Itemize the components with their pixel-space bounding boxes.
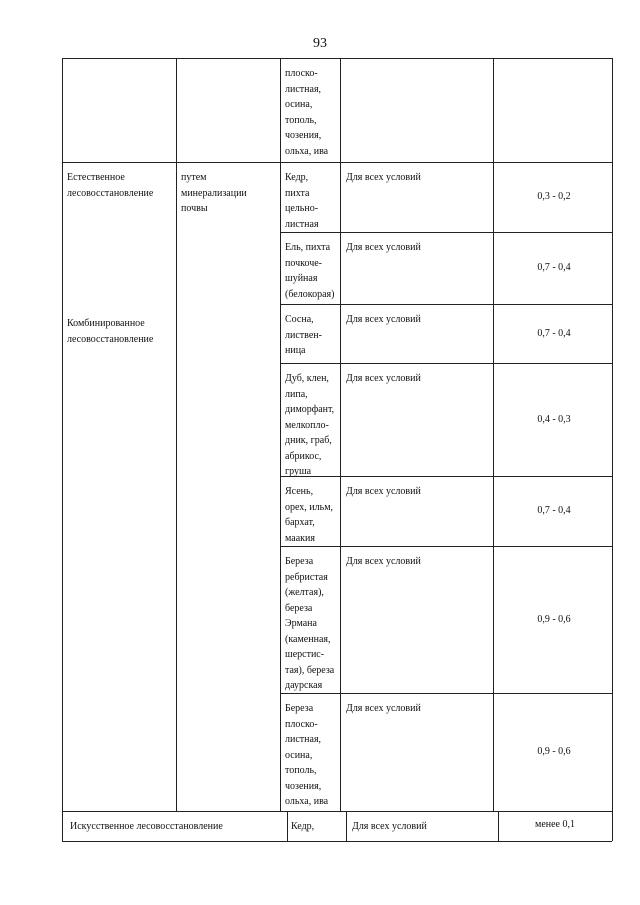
table-border-right — [612, 58, 613, 841]
row-divider — [280, 232, 612, 233]
species-cell: Ель, пихта почкоче- шуйная (белокорая) — [285, 242, 335, 300]
row-divider — [280, 363, 612, 364]
column-divider — [280, 58, 281, 811]
value-cell: 0,7 - 0,4 — [537, 262, 571, 273]
value-cell: 0,7 - 0,4 — [537, 327, 571, 339]
conditions-cell: Для всех условий — [346, 314, 421, 325]
value-cell: 0,9 - 0,6 — [537, 746, 571, 757]
method-cell: Комбинированное лесовосстановление — [67, 318, 154, 345]
species-cell: Кедр, пихта цельно- листная — [285, 172, 319, 230]
value-cell: 0,4 - 0,3 — [537, 413, 571, 425]
table-border-top — [62, 58, 612, 59]
conditions-cell: Для всех условий — [346, 556, 421, 567]
species-cell: Кедр, — [291, 821, 315, 832]
column-divider — [493, 58, 494, 811]
species-cell: Береза плоско- листная, осина, тополь, чозения, ольха, ива — [285, 703, 329, 807]
species-cell: плоско- листная, осина, тополь, чозения, ольха, ива — [285, 68, 329, 157]
row-divider — [62, 162, 612, 163]
column-divider — [287, 811, 288, 841]
species-cell: Дуб, клен, липа, диморфант, мелкопло- дник, граб, абрикос, груша — [285, 373, 335, 477]
column-divider — [176, 58, 177, 811]
column-divider — [346, 811, 347, 841]
value-cell: 0,7 - 0,4 — [537, 505, 571, 516]
value-cell: 0,3 - 0,2 — [537, 191, 571, 202]
conditions-cell: Для всех условий — [346, 703, 421, 714]
conditions-cell: Для всех условий — [352, 821, 427, 832]
species-cell: Ясень, орех, ильм, бархат, маакия — [285, 486, 334, 544]
value-cell: менее 0,1 — [535, 819, 575, 830]
table-border-left — [62, 58, 63, 841]
page-number: 93 — [313, 36, 327, 51]
conditions-cell: Для всех условий — [346, 373, 421, 384]
row-divider — [280, 546, 612, 547]
conditions-cell: Для всех условий — [346, 242, 421, 253]
column-divider — [340, 58, 341, 811]
conditions-cell: Для всех условий — [346, 486, 421, 497]
method-cell: Естественное лесовосстановление — [67, 172, 154, 199]
value-cell: 0,9 - 0,6 — [537, 613, 571, 625]
species-cell: Сосна, листвен- ница — [285, 314, 322, 356]
submethod-cell: путем минерализации почвы — [181, 172, 247, 214]
row-divider — [280, 304, 612, 305]
method-cell: Искусственное лесовосстановление — [70, 821, 223, 832]
table-border-bottom — [62, 841, 612, 842]
species-cell: Береза ребристая (желтая), береза Эрмана (каменная, шерстис- тая), береза даурская — [285, 556, 335, 691]
conditions-cell: Для всех условий — [346, 172, 421, 183]
row-divider — [62, 811, 612, 812]
